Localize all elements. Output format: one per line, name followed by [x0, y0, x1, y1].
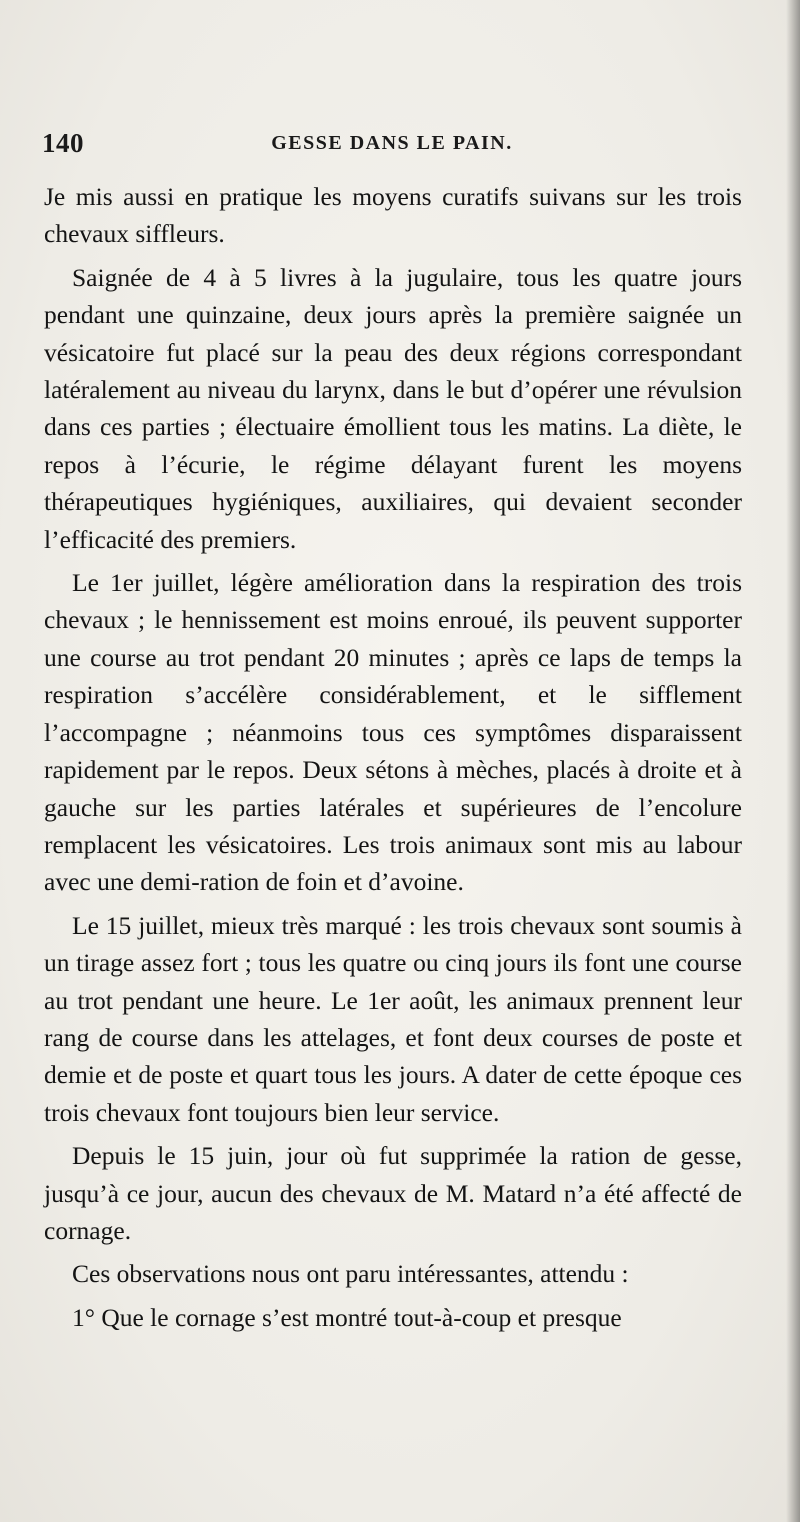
page-header [42, 128, 742, 164]
paragraph: Ces observations nous ont paru intéressantes, attendu : [72, 1259, 629, 1289]
page-edge-shadow [786, 0, 800, 1522]
paragraph: Saignée de 4 à 5 livres à la jugulaire, tous les quatre jours pendant une quinzaine, deux jours après la première saignée un vésicatoire fut placé sur la peau des deux régions correspondant latéralement au niveau du larynx, dans le but d’opérer une révulsion dans ces parties ; électuaire émollient tous les matins. La diète, le repos à l’écurie, le régime délayant furent les moyens thérapeutiques hygiéniques, auxiliaires, qui devaient seconder l’efficacité des premiers. [44, 262, 742, 554]
paragraph: Le 15 juillet, mieux très marqué : les trois chevaux sont soumis à un tirage assez fort ; tous les quatre ou cinq jours ils font une course au trot pendant une heure. Le 1er août, les animaux prennent leur rang de course dans les attelages, et font deux courses de poste et demie et de poste et quart tous les jours. A dater de cette époque ces trois chevaux font toujours bien leur service. [44, 910, 742, 1127]
paragraph: 1° Que le cornage s’est montré tout-à-coup et presque [72, 1302, 622, 1332]
paragraph: Le 1er juillet, légère amélioration dans la respiration des trois chevaux ; le hennissement est moins enroué, ils peuvent supporter une course au trot pendant 20 minutes ; après ce laps de temps la respiration s’accélère considérablement, et le sifflement l’accompagne ; néanmoins tous ces symptômes disparaissent rapidement par le repos. Deux sétons à mèches, placés à droite et à gauche sur les parties latérales et supérieures de l’encolure remplacent les vésicatoires. Les trois animaux sont mis au labour avec une demi-ration de foin et d’avoine. [44, 568, 742, 897]
running-head: GESSE DANS LE PAIN. [271, 132, 513, 154]
paragraph: Je mis aussi en pratique les moyens curatifs suivans sur les trois chevaux siffleurs. [44, 182, 742, 249]
page-number: 140 [42, 128, 84, 158]
paragraph: Depuis le 15 juin, jour où fut supprimée la ration de gesse, jusqu’à ce jour, aucun des chevaux de M. Matard n’a été affecté de cornage. [44, 1141, 742, 1245]
body-text [44, 178, 742, 1342]
